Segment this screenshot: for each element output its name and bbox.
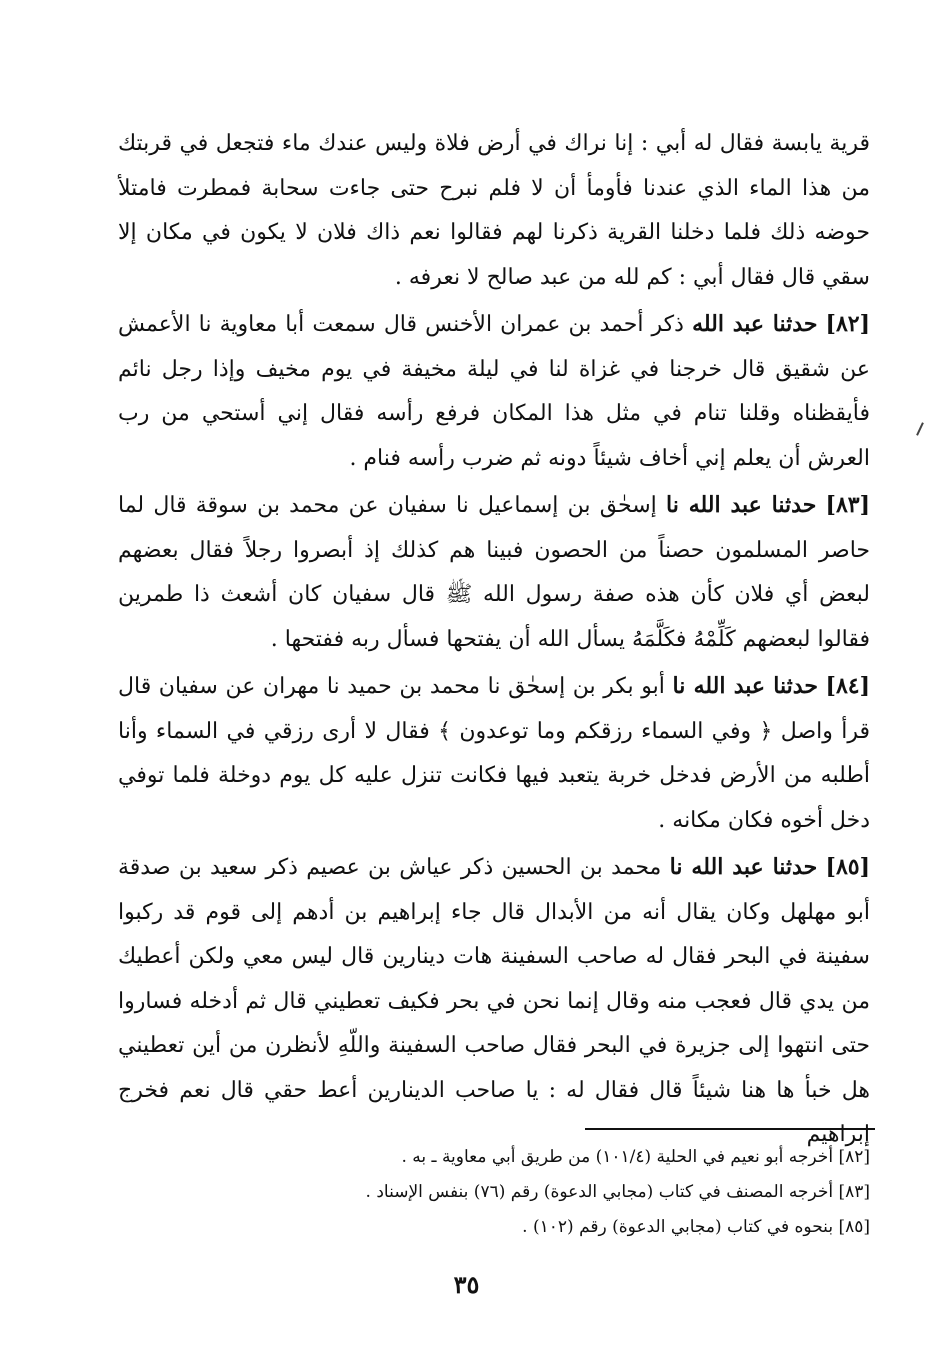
hadith-number: [٨٢] <box>825 311 871 337</box>
paragraph-text: إسحٰق بن إسماعيل نا سفيان عن محمد بن سوقة قال لما حاصر المسلمون حصناً من الحصون فبينا هم كذلك إذ أبصروا رجلاً فقال بعضهم لبعض أي فلان كأن هذه صفة رسول الله ﷺ قال سفيان كان أشعث ذا طمرين فقالوا لبعضهم كَلِّمْهُ فكَلَّمَهُ يسأل الله أن يفتحها فسأل ربه ففتحها . <box>118 493 870 652</box>
hadith-lead: حدثنا عبد الله نا <box>669 854 818 880</box>
paragraph-continuation <box>118 122 870 300</box>
main-text <box>118 122 870 1160</box>
paragraph-text: محمد بن الحسين ذكر عياش بن عصيم ذكر سعيد بن صدقة أبو مهلهل وكان يقال أنه من الأبدال قال جاء إبراهيم بن أدهم إلى قوم قد ركبوا سفينة في البحر فقال له صاحب السفينة هات دينارين قال ليس معي ولكن أعطيك من يدي قال فعجب منه وقال إنما نحن في بحر فكيف تعطيني قال ثم أدخله فساروا حتى انتهوا إلى جزيرة في البحر فقال صاحب السفينة واللّهِ لأنظرن من أين تعطيني هل خبأ ها هنا شيئاً قال فقال له : يا صاحب الدينارين أعط حقي قال نعم فخرج إبراهيم <box>118 855 870 1147</box>
hadith-lead: حدثنا عبد الله نا <box>666 492 817 518</box>
paragraph-text: قرية يابسة فقال له أبي : إنا نراك في أرض فلاة وليس عندك ماء فتجعل في قربتك من هذا الماء الذي عندنا فأومأ أن لا فلم نبرح حتى جاءت سحابة فمطرت فامتلأ حوضه ذلك فلما دخلنا القرية ذكرنا لهم فقالوا نعم ذاك فلان لا يكون في مكان إلا سقي قال فقال أبي : كم لله من عبد صالح لا نعرفه . <box>118 131 870 290</box>
footnotes <box>118 1140 870 1245</box>
hadith-number: [٨٤] <box>825 673 871 699</box>
paragraph-text: ذكر أحمد بن عمران الأخنس قال سمعت أبا معاوية نا الأعمش عن شقيق قال خرجنا في غزاة لنا في ليلة مخيفة في يوم مخيف وإذا رجل نائم فأيقظناه وقلنا تنام في مثل هذا المكان فرفع رأسه فقال إني أستحي من رب العرش أن يعلم إني أخاف شيئاً دونه ثم ضرب رأسه فنام . <box>118 312 871 471</box>
footnote-83: [٨٣] أخرجه المصنف في كتاب (مجابي الدعوة) رقم (٧٦) بنفس الإسناد . <box>365 1182 870 1202</box>
paragraph-82 <box>118 302 870 481</box>
margin-mark <box>916 422 924 436</box>
paragraph-84 <box>118 664 870 843</box>
paragraph-85 <box>118 845 870 1158</box>
paragraph-text: أبو بكر بن إسحٰق نا محمد بن حميد نا مهران عن سفيان قال قرأ واصل ﴿ وفي السماء رزقكم وما توعدون ﴾ فقال لا أرى رزقي في السماء وأنا أطلبه من الأرض فدخل خربة يتعبد فيها فكانت تنزل عليه كل يوم دوخلة فلما توفي دخل أخوه فكان مكانه . <box>118 674 870 833</box>
hadith-number: [٨٥] <box>825 854 870 880</box>
page-number: ٣٥ <box>453 1270 480 1299</box>
footnote-divider <box>585 1128 875 1130</box>
footnote-85: [٨٥] بنحوه في كتاب (مجابي الدعوة) رقم (١٠٢) . <box>522 1217 870 1237</box>
hadith-lead: حدثنا عبد الله نا <box>672 673 818 699</box>
hadith-number: [٨٣] <box>825 492 870 518</box>
footnote-82: [٨٢] أخرجه أبو نعيم في الحلية (١٠١/٤) من طريق أبي معاوية ـ به . <box>401 1147 870 1167</box>
hadith-lead: حدثنا عبد الله <box>692 311 818 337</box>
paragraph-83 <box>118 483 870 662</box>
